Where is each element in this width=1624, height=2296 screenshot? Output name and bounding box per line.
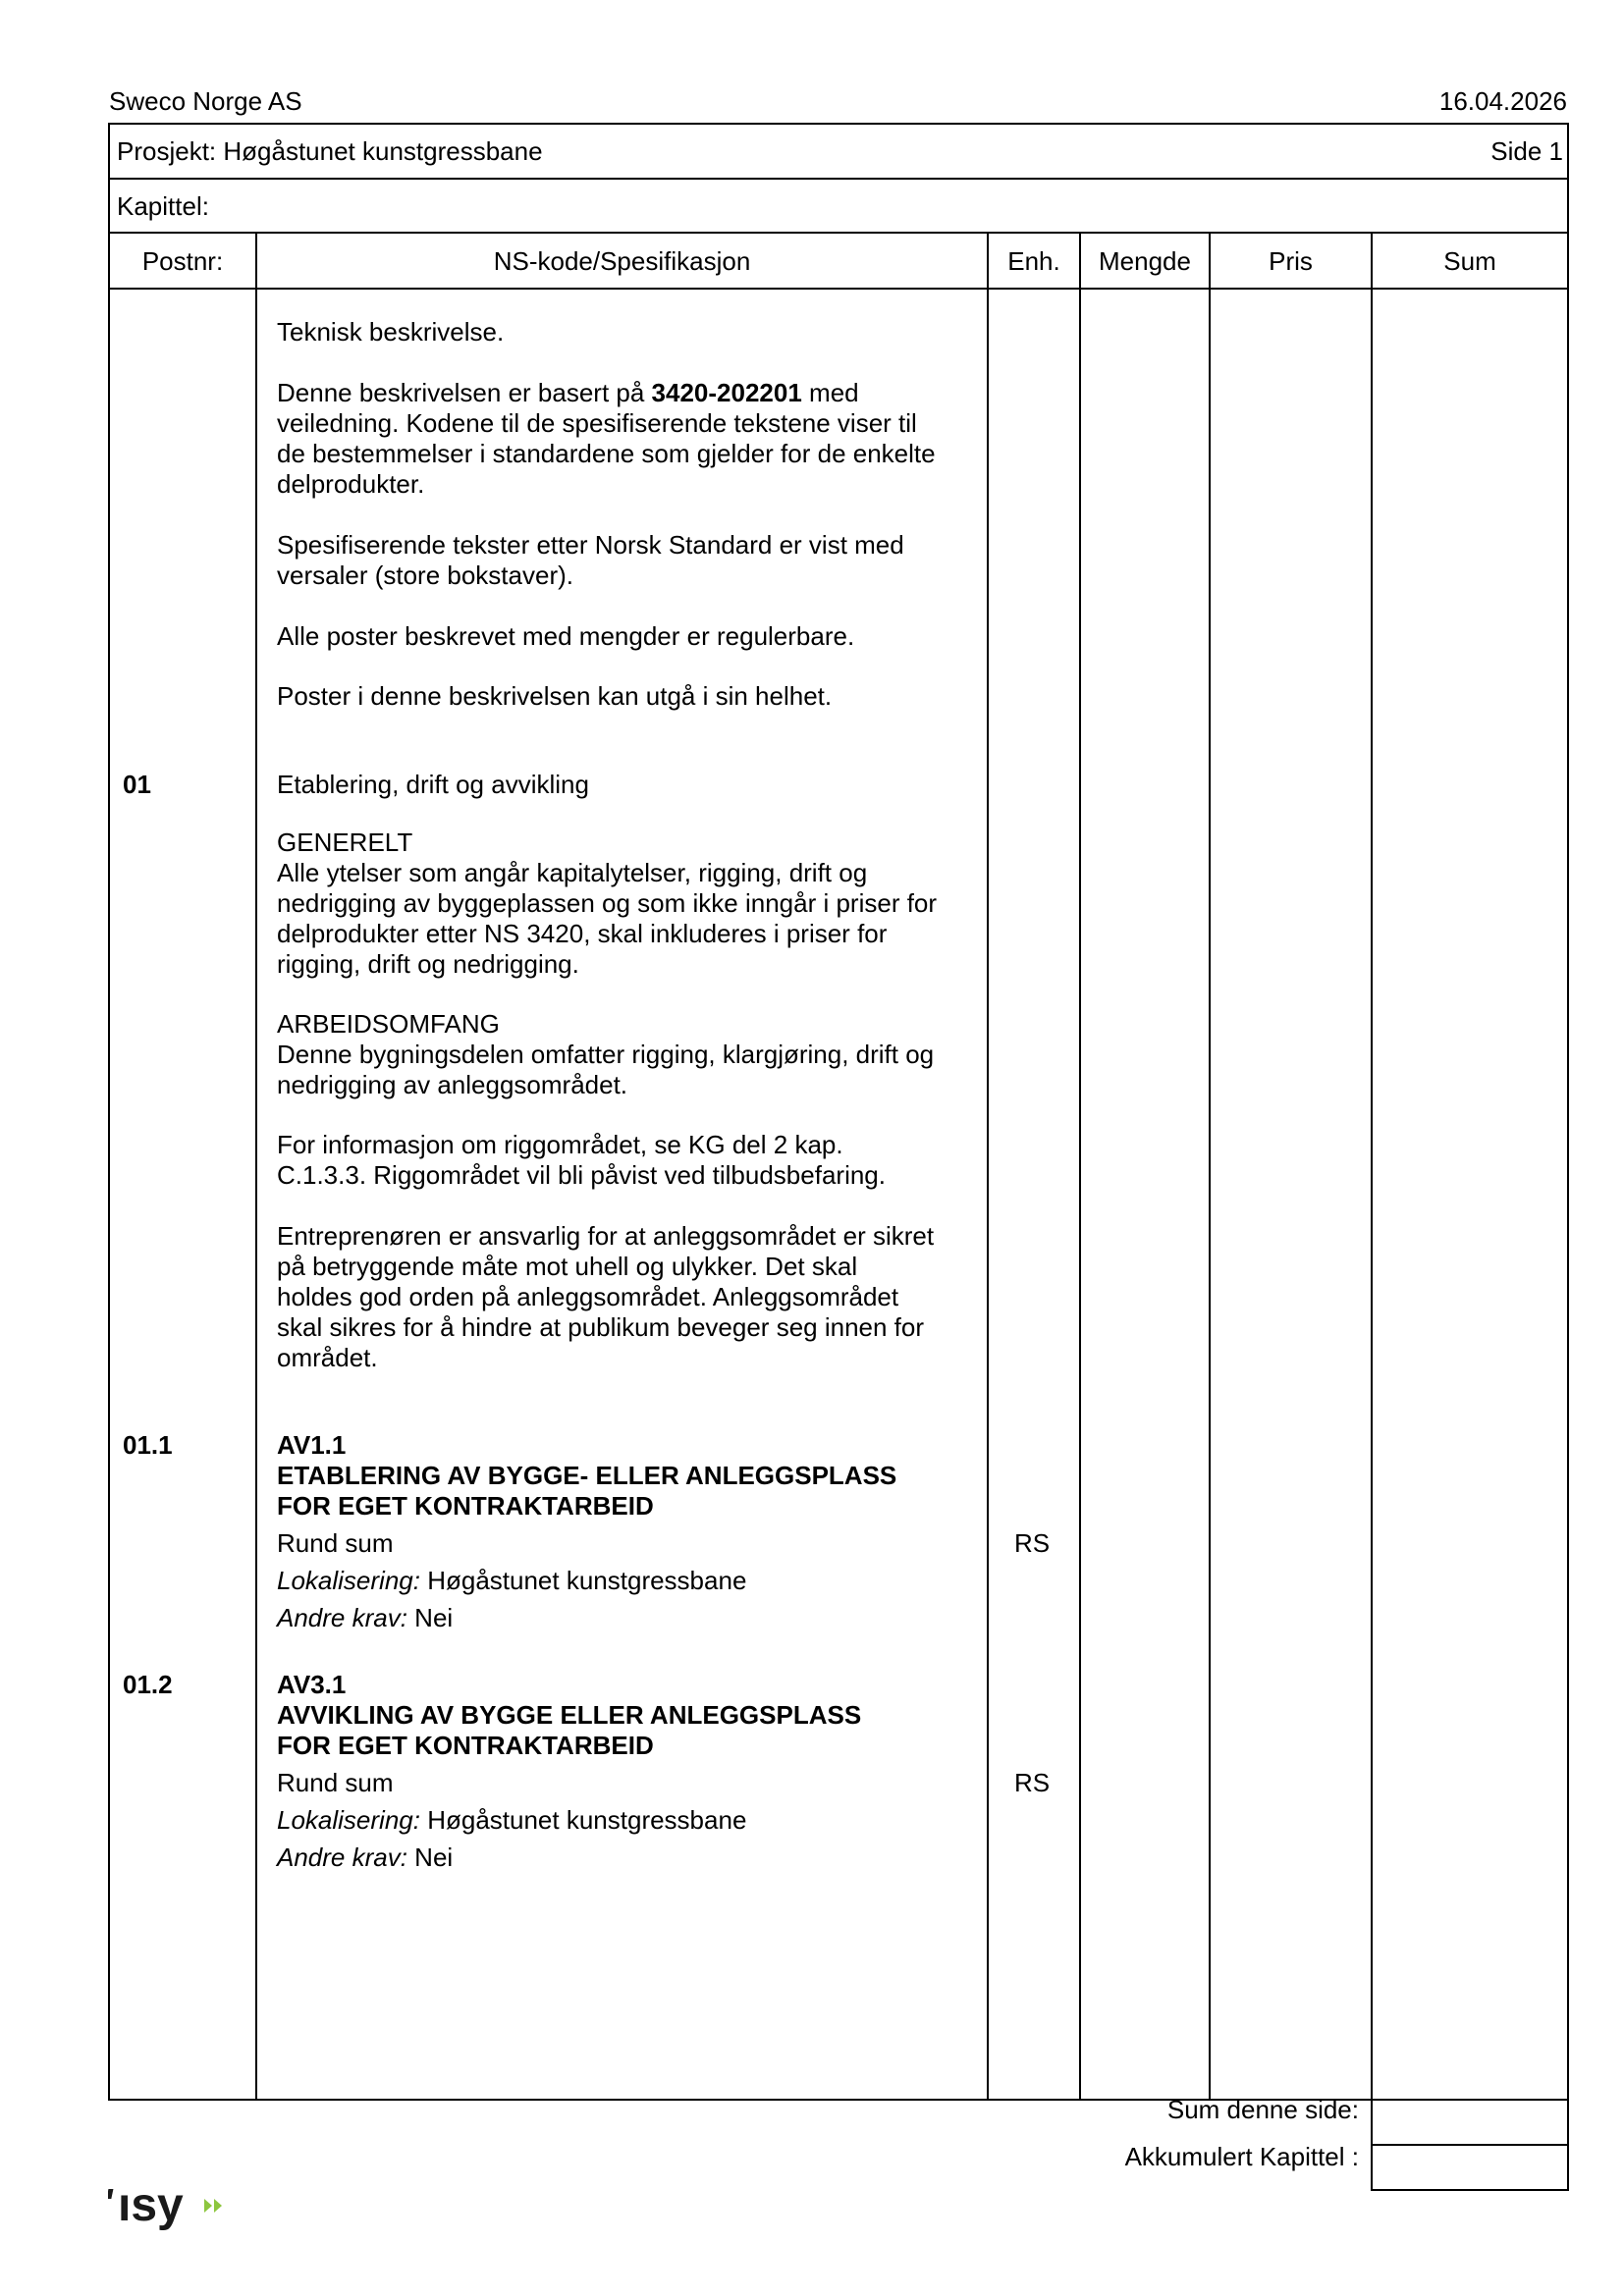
location-label: Lokalisering: — [277, 1805, 420, 1835]
generelt-line: delprodukter etter NS 3420, skal inkluderes i priser for — [277, 919, 888, 948]
item-other-requirements — [277, 1603, 453, 1633]
arbeidsomfang-line: nedrigging av anleggsområdet. — [277, 1070, 628, 1099]
item-postnr: 01.2 — [123, 1670, 173, 1699]
other-req-label: Andre krav: — [277, 1603, 407, 1632]
intro-p1-line: de bestemmelser i standardene som gjelder for de enkelte — [277, 439, 936, 468]
item-location — [277, 1805, 746, 1836]
location-label: Lokalisering: — [277, 1566, 420, 1595]
item-location — [277, 1566, 746, 1596]
item-code: AV1.1 — [277, 1430, 347, 1460]
col-header-qty: Mengde — [1099, 246, 1191, 276]
col-header-postnr: Postnr: — [141, 246, 224, 276]
col-header-spec: NS-kode/Spesifikasjon — [493, 246, 751, 276]
col-divider-qty — [1209, 232, 1211, 2101]
item-title-line: ETABLERING AV BYGGE- ELLER ANLEGGSPLASS — [277, 1461, 897, 1490]
item-sub: Rund sum — [277, 1768, 394, 1797]
intro-p4: Poster i denne beskrivelsen kan utgå i sin helhet. — [277, 681, 833, 711]
sum-page-label: Sum denne side: — [1166, 2095, 1359, 2124]
col-divider-spec — [987, 232, 989, 2101]
info-line: C.1.3.3. Riggområdet vil bli påvist ved tilbudsbefaring. — [277, 1160, 886, 1190]
isy-logo-graphic — [108, 2177, 236, 2236]
intro-p1-text: Denne beskrivelsen er basert på — [277, 378, 652, 407]
standard-code: 3420-202201 — [651, 378, 802, 407]
item-title-line: FOR EGET KONTRAKTARBEID — [277, 1731, 654, 1760]
location-value: Høgåstunet kunstgressbane — [419, 1805, 747, 1835]
other-req-value: Nei — [406, 1603, 454, 1632]
item-title-line: FOR EGET KONTRAKTARBEID — [277, 1491, 654, 1521]
table-header-divider — [108, 288, 1569, 290]
generelt-line: nedrigging av byggeplassen og som ikke inngår i priser for — [277, 888, 938, 918]
intro-p2-line: Spesifiserende tekster etter Norsk Standard er vist med — [277, 530, 904, 560]
intro-p2-line: versaler (store bokstaver). — [277, 561, 573, 590]
generelt-line: rigging, drift og nedrigging. — [277, 949, 579, 979]
item-other-requirements — [277, 1842, 453, 1873]
item-unit: RS — [1014, 1528, 1051, 1558]
item-postnr: 01.1 — [123, 1430, 173, 1460]
arbeidsomfang-line: ARBEIDSOMFANG — [277, 1009, 500, 1039]
col-header-unit: Enh. — [1007, 246, 1060, 276]
chapter-row — [108, 178, 1569, 234]
chapter-label: Kapittel: — [117, 191, 209, 221]
intro-p3: Alle poster beskrevet med mengder er regulerbare. — [277, 621, 855, 651]
company-name: Sweco Norge AS — [109, 86, 302, 116]
item-title-line: AVVIKLING AV BYGGE ELLER ANLEGGSPLASS — [277, 1700, 862, 1730]
item-unit: RS — [1014, 1768, 1051, 1797]
item-sub: Rund sum — [277, 1528, 394, 1558]
ansvar-line: holdes god orden på anleggsområdet. Anleggsområdet — [277, 1282, 899, 1311]
col-divider-price — [1371, 232, 1373, 2101]
document-date: 16.04.2026 — [1438, 86, 1567, 116]
other-req-label: Andre krav: — [277, 1842, 407, 1872]
other-req-value: Nei — [406, 1842, 454, 1872]
intro-p1-line: veiledning. Kodene til de spesifiserende tekstene viser til — [277, 408, 917, 438]
info-line: For informasjon om riggområdet, se KG del 2 kap. — [277, 1130, 843, 1159]
intro-p1-line: delprodukter. — [277, 469, 425, 499]
page-number: Side 1 — [1490, 136, 1563, 166]
item-code: AV3.1 — [277, 1670, 347, 1699]
intro-p1-tail: med — [801, 378, 859, 407]
intro-paragraph-1-first-line — [277, 378, 859, 408]
col-divider-postnr — [255, 232, 257, 2101]
accumulated-chapter-label: Akkumulert Kapittel : — [1124, 2142, 1359, 2171]
section-title: Etablering, drift og avvikling — [277, 770, 589, 799]
ansvar-line: på betryggende måte mot uhell og ulykker. Det skal — [277, 1252, 858, 1281]
section-number: 01 — [123, 770, 151, 799]
isy-logo — [108, 2177, 236, 2236]
col-header-price: Pris — [1269, 246, 1313, 276]
arbeidsomfang-line: Denne bygningsdelen omfatter rigging, klargjøring, drift og — [277, 1040, 935, 1069]
generelt-line: GENERELT — [277, 828, 413, 857]
intro-title: Teknisk beskrivelse. — [277, 317, 505, 347]
sum-page-box — [1371, 2099, 1569, 2146]
svg-text:ısy: ısy — [118, 2179, 184, 2231]
col-divider-unit — [1079, 232, 1081, 2101]
col-header-sum: Sum — [1443, 246, 1496, 276]
project-label: Prosjekt: Høgåstunet kunstgressbane — [117, 136, 543, 166]
ansvar-line: området. — [277, 1343, 378, 1372]
generelt-line: Alle ytelser som angår kapitalytelser, rigging, drift og — [277, 858, 868, 887]
location-value: Høgåstunet kunstgressbane — [419, 1566, 747, 1595]
accumulated-chapter-box — [1371, 2144, 1569, 2191]
ansvar-line: Entreprenøren er ansvarlig for at anleggsområdet er sikret — [277, 1221, 935, 1251]
ansvar-line: skal sikres for å hindre at publikum beveger seg innen for — [277, 1312, 925, 1342]
